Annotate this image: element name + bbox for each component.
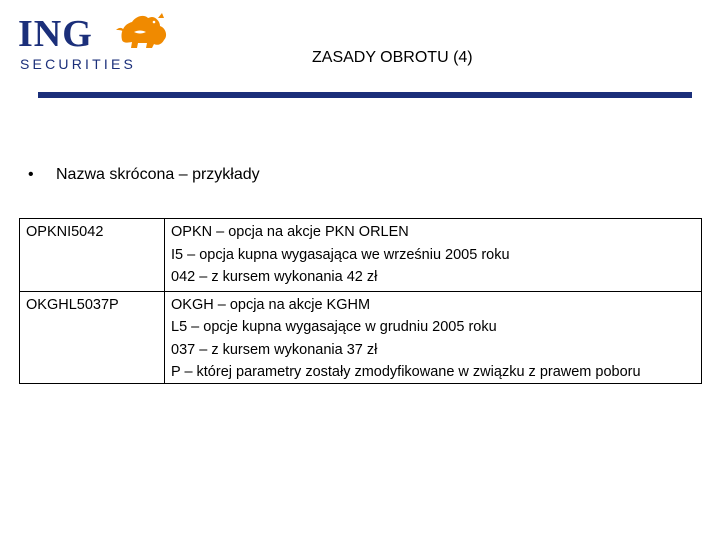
table-row: [20, 291, 702, 384]
description-line: L5 – opcje kupna wygasające w grudniu 2005 roku: [171, 319, 497, 335]
slide-title: ZASADY OBROTU (4): [312, 49, 473, 66]
example-description: [165, 219, 702, 292]
description-line: P – której parametry zostały zmodyfikowane w związku z prawem poboru: [171, 364, 641, 380]
example-code: OKGHL5037P: [20, 291, 165, 384]
description-line: OKGH – opcja na akcje KGHM: [171, 296, 371, 313]
title-underline-bar: [38, 92, 692, 98]
description-line: OPKN – opcja na akcje PKN ORLEN: [171, 224, 409, 240]
bullet-marker: •: [28, 166, 34, 183]
logo-wordmark: ING: [18, 13, 93, 55]
ing-securities-logo: [18, 10, 178, 74]
description-line: I5 – opcja kupna wygasająca we wrześniu 2005 roku: [171, 246, 510, 263]
description-line: 042 – z kursem wykonania 42 zł: [171, 269, 378, 285]
lion-icon: [114, 10, 170, 50]
bullet-heading-text: Nazwa skrócona – przykłady: [56, 166, 260, 183]
example-code: OPKNI5042: [20, 219, 165, 292]
table-row: [20, 219, 702, 292]
examples-table: [19, 218, 702, 384]
example-description: [165, 291, 702, 384]
logo-subtitle: SECURITIES: [20, 56, 137, 72]
description-line: 037 – z kursem wykonania 37 zł: [171, 341, 378, 358]
